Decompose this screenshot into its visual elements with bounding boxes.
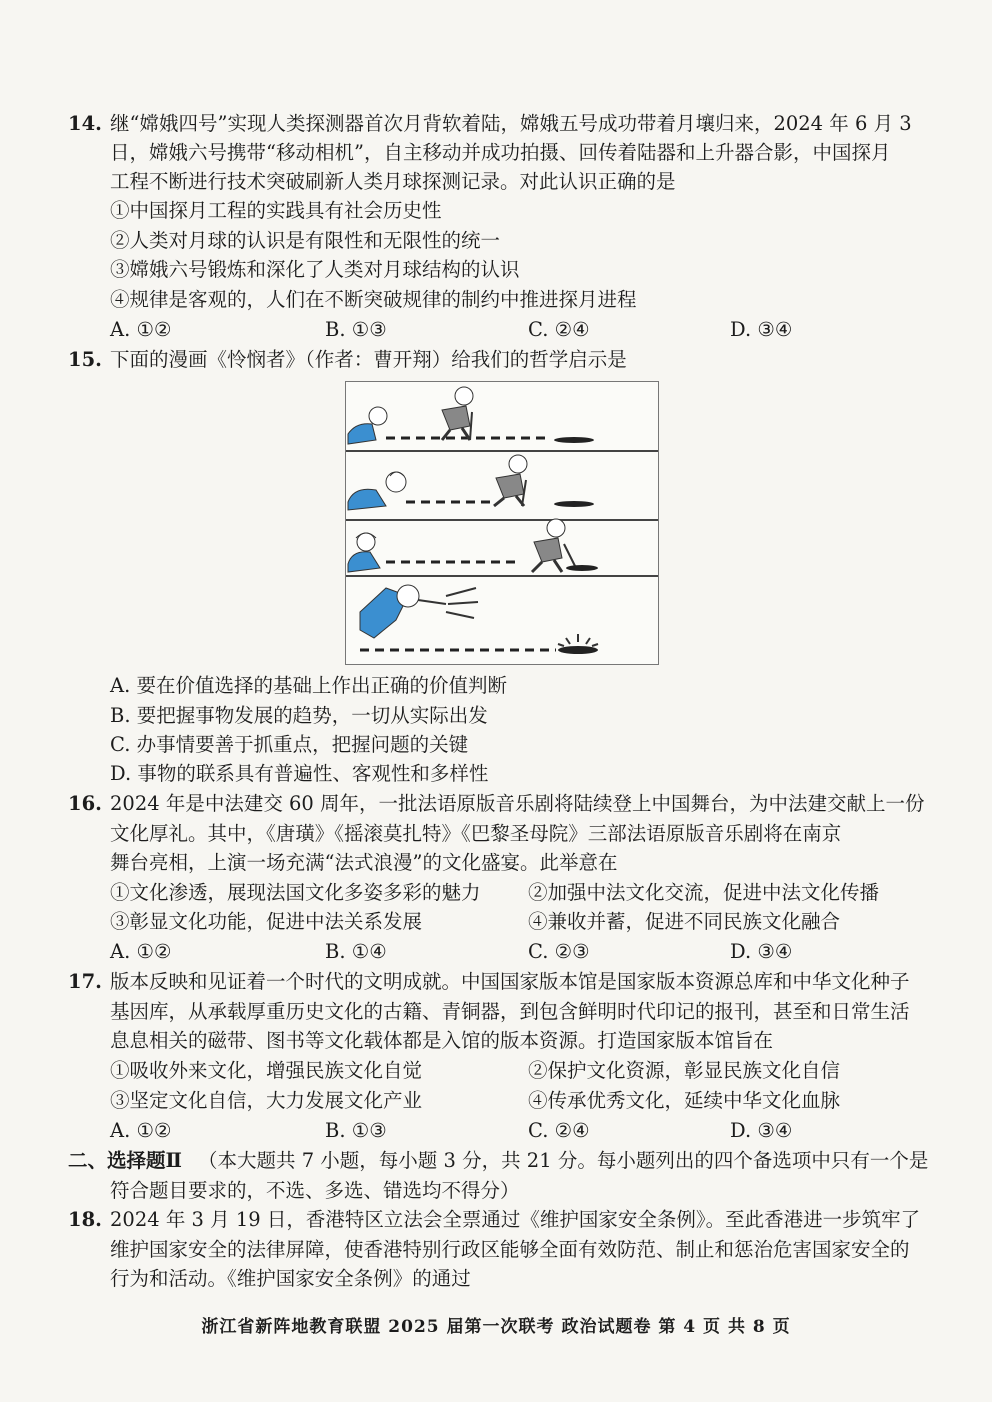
page-footer: 浙江省新阵地教育联盟 2025 届第一次联考 政治试题卷 第 4 页 共 8 页 xyxy=(201,1317,791,1337)
q14-statement-1: ①中国探月工程的实践具有社会历史性 xyxy=(110,199,442,222)
comic-panel-3 xyxy=(348,519,598,572)
comic-illustration xyxy=(345,381,659,665)
comic-panel-2 xyxy=(348,455,594,510)
q17-statement-1: ①吸收外来文化，增强民族文化自觉 xyxy=(110,1059,423,1082)
q15-option-c: C. 办事情要善于抓重点，把握问题的关键 xyxy=(110,733,469,756)
q18-line-3: 行为和活动。《维护国家安全条例》的通过 xyxy=(110,1267,471,1290)
q17-line-1: 版本反映和见证着一个时代的文明成就。中国国家版本馆是国家版本资源总库和中华文化种子 xyxy=(110,970,910,993)
q17-statement-3: ③坚定文化自信，大力发展文化产业 xyxy=(110,1089,423,1112)
q16-statement-2: ②加强中法文化交流，促进中法文化传播 xyxy=(528,881,880,904)
q14-statement-2: ②人类对月球的认识是有限性和无限性的统一 xyxy=(110,229,501,252)
comic-panel-4 xyxy=(360,585,598,654)
q16-option-d: D. ③④ xyxy=(730,940,793,963)
q16-number: 16. xyxy=(68,792,102,815)
q16-statement-1: ①文化渗透，展现法国文化多姿多彩的魅力 xyxy=(110,881,481,904)
q16-statement-4: ④兼收并蓄，促进不同民族文化融合 xyxy=(528,910,841,933)
q17-line-3: 息息相关的磁带、图书等文化载体都是入馆的版本资源。打造国家版本馆旨在 xyxy=(110,1029,774,1052)
q14-statement-3: ③嫦娥六号锻炼和深化了人类对月球结构的认识 xyxy=(110,258,520,281)
q15-option-a: A. 要在价值选择的基础上作出正确的价值判断 xyxy=(110,674,507,697)
q17-option-d: D. ③④ xyxy=(730,1119,793,1142)
q15-stem: 下面的漫画《怜悯者》（作者：曹开翔）给我们的哲学启示是 xyxy=(110,348,627,371)
q18-line-2: 维护国家安全的法律屏障，使香港特别行政区能够全面有效防范、制止和惩治危害国家安全的 xyxy=(110,1238,910,1261)
q16-line-1: 2024 年是中法建交 60 周年，一批法语原版音乐剧将陆续登上中国舞台，为中法建交献上一份 xyxy=(110,792,925,815)
q17-option-a: A. ①② xyxy=(110,1119,172,1142)
q14-statement-4: ④规律是客观的，人们在不断突破规律的制约中推进探月进程 xyxy=(110,288,637,311)
q18-line-1: 2024 年 3 月 19 日，香港特区立法会全票通过《维护国家安全条例》。至此香港进一步筑牢了 xyxy=(110,1208,921,1231)
section-2-line-2: 符合题目要求的，不选、多选、错选均不得分） xyxy=(110,1179,520,1202)
q14-line-2: 日，嫦娥六号携带“移动相机”，自主移动并成功拍摄、回传着陆器和上升器合影，中国探月 xyxy=(110,141,891,164)
q17-option-c: C. ②④ xyxy=(528,1119,590,1142)
q16-statement-3: ③彰显文化功能，促进中法关系发展 xyxy=(110,910,423,933)
comic-svg xyxy=(346,382,658,664)
q14-line-1: 继“嫦娥四号”实现人类探测器首次月背软着陆，嫦娥五号成功带着月壤归来，2024 年 6 月 3 xyxy=(110,112,912,135)
q18-number: 18. xyxy=(68,1208,102,1231)
comic-panel-1 xyxy=(348,387,594,444)
section-2-line-1: （本大题共 7 小题，每小题 3 分，共 21 分。每小题列出的四个备选项中只有一个是 xyxy=(198,1149,929,1172)
q14-line-3: 工程不断进行技术突破刷新人类月球探测记录。对此认识正确的是 xyxy=(110,170,676,193)
q17-statement-4: ④传承优秀文化，延续中华文化血脉 xyxy=(528,1089,841,1112)
q14-number: 14. xyxy=(68,112,102,135)
q15-number: 15. xyxy=(68,348,102,371)
section-2-title: 二、选择题Ⅱ xyxy=(68,1149,182,1172)
q17-option-b: B. ①③ xyxy=(325,1119,387,1142)
q14-option-c: C. ②④ xyxy=(528,318,590,341)
q16-line-3: 舞台亮相，上演一场充满“法式浪漫”的文化盛宴。此举意在 xyxy=(110,851,618,874)
q16-line-2: 文化厚礼。其中，《唐璜》《摇滚莫扎特》《巴黎圣母院》三部法语原版音乐剧将在南京 xyxy=(110,822,842,845)
q17-statement-2: ②保护文化资源，彰显民族文化自信 xyxy=(528,1059,841,1082)
q14-option-a: A. ①② xyxy=(110,318,172,341)
q15-option-b: B. 要把握事物发展的趋势，一切从实际出发 xyxy=(110,704,488,727)
q16-option-b: B. ①④ xyxy=(325,940,387,963)
q14-option-d: D. ③④ xyxy=(730,318,793,341)
q16-option-a: A. ①② xyxy=(110,940,172,963)
q17-line-2: 基因库，从承载厚重历史文化的古籍、青铜器，到包含鲜明时代印记的报刊，甚至和日常生活 xyxy=(110,1000,910,1023)
q14-option-b: B. ①③ xyxy=(325,318,387,341)
q17-number: 17. xyxy=(68,970,102,993)
q16-option-c: C. ②③ xyxy=(528,940,590,963)
q15-option-d: D. 事物的联系具有普遍性、客观性和多样性 xyxy=(110,762,489,785)
